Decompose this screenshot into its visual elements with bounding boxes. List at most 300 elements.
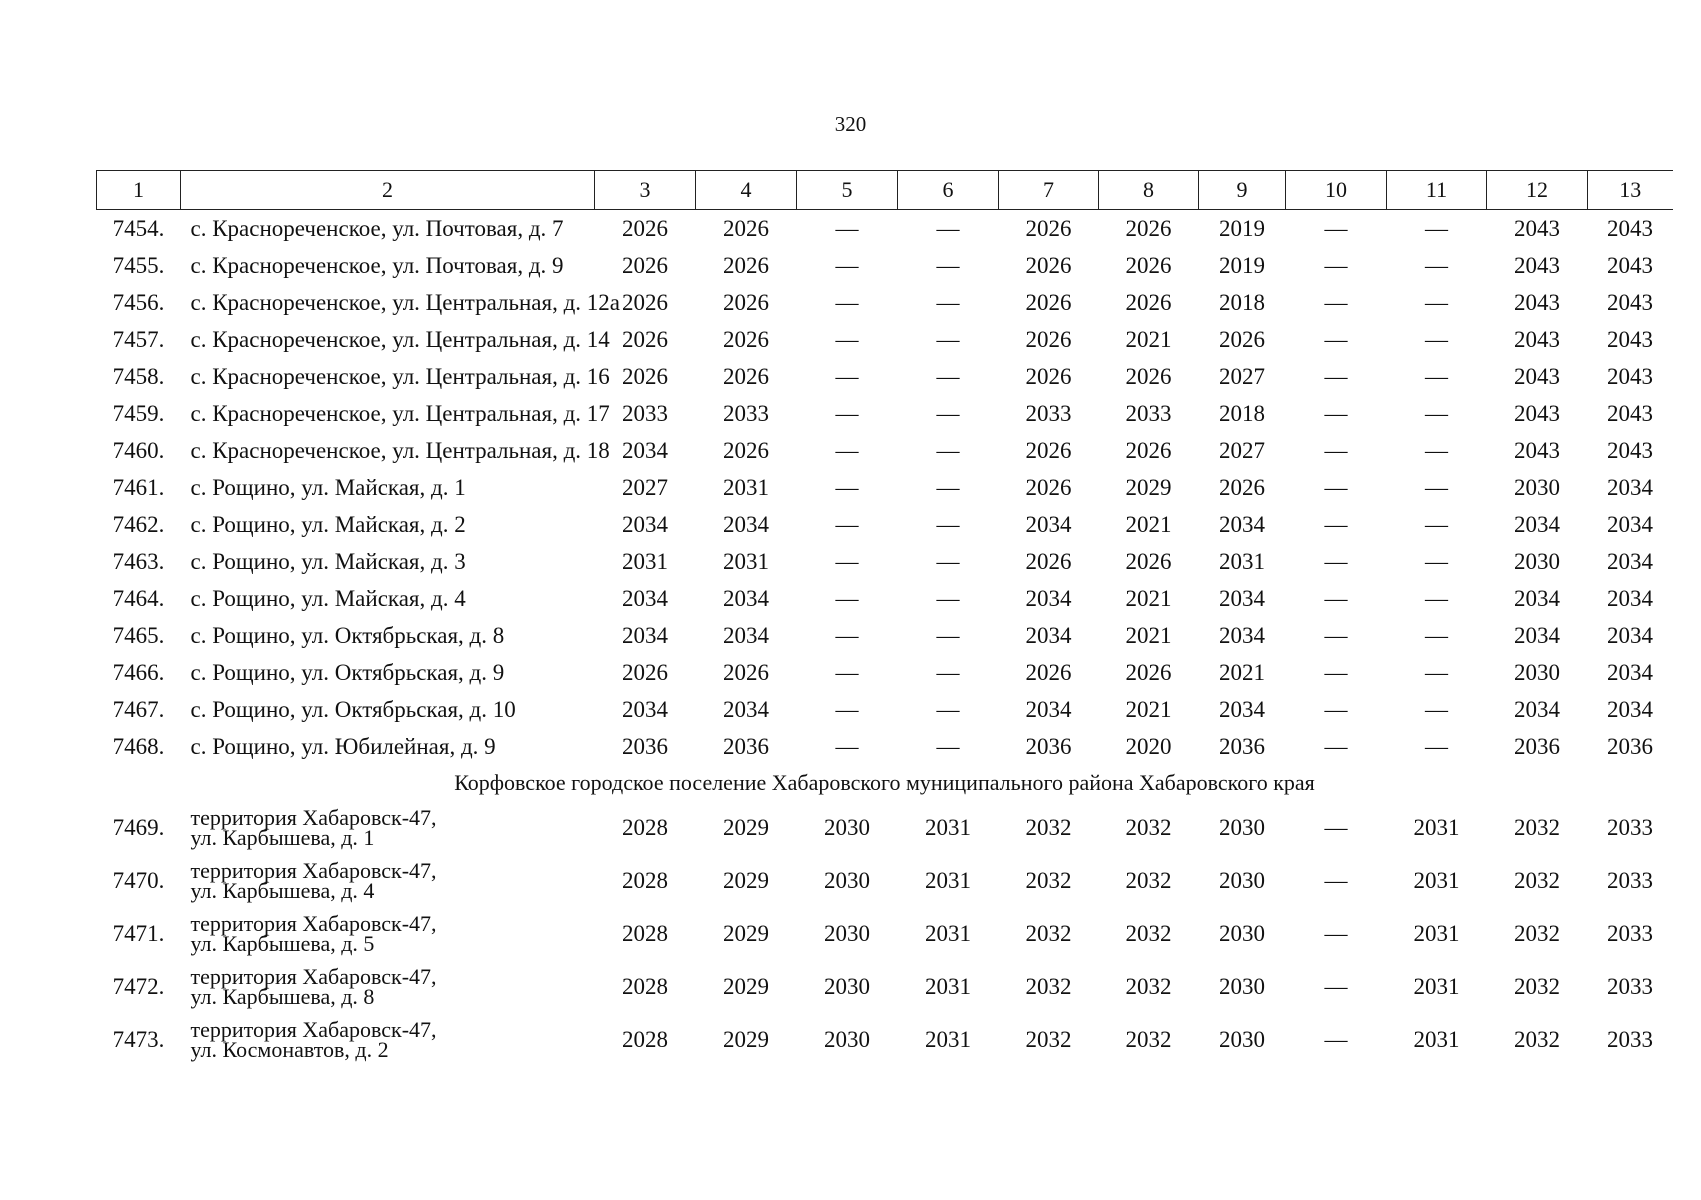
table-body-korfovskoe xyxy=(97,801,1673,1066)
value-cell: 2034 xyxy=(1219,585,1265,611)
value-cell: 2043 xyxy=(1607,252,1653,278)
row-number: 7455. xyxy=(112,252,165,278)
table-row xyxy=(97,654,1673,691)
value-cell: 2026 xyxy=(1025,289,1072,315)
column-header: 3 xyxy=(595,171,696,210)
table-row xyxy=(97,691,1673,728)
row-number: 7460. xyxy=(112,437,165,463)
value-cell: 2033 xyxy=(1607,920,1653,946)
value-cell: 2043 xyxy=(1514,289,1560,315)
column-header: 9 xyxy=(1199,171,1286,210)
value-cell: 2030 xyxy=(1514,474,1560,500)
value-cell: — xyxy=(835,659,859,685)
value-cell: 2029 xyxy=(723,814,769,840)
value-cell: — xyxy=(835,326,859,352)
value-cell: 2019 xyxy=(1219,215,1265,241)
value-cell: 2026 xyxy=(1025,326,1072,352)
value-cell: 2034 xyxy=(1219,696,1265,722)
value-cell: 2034 xyxy=(622,585,668,611)
value-cell: 2031 xyxy=(1413,973,1460,999)
value-cell: 2029 xyxy=(723,920,769,946)
value-cell: — xyxy=(1425,215,1448,241)
value-cell: 2036 xyxy=(723,733,769,759)
value-cell: 2026 xyxy=(1219,326,1265,352)
value-cell: 2034 xyxy=(622,511,668,537)
value-cell: — xyxy=(1324,363,1348,389)
value-cell: 2032 xyxy=(1514,1026,1560,1052)
value-cell: 2034 xyxy=(1025,511,1072,537)
value-cell: 2043 xyxy=(1514,437,1560,463)
value-cell: 2033 xyxy=(1125,400,1172,426)
row-number: 7469. xyxy=(112,814,165,840)
row-number: 7466. xyxy=(112,659,165,685)
section-title: Корфовское городское поселение Хабаровского муниципального района Хабаровского края xyxy=(454,770,1315,795)
address-line-2: ул. Космонавтов, д. 2 xyxy=(190,1036,389,1062)
value-cell: 2026 xyxy=(1125,659,1172,685)
value-cell: 2030 xyxy=(824,973,870,999)
value-cell: — xyxy=(1425,474,1448,500)
value-cell: 2018 xyxy=(1219,400,1265,426)
value-cell: 2032 xyxy=(1514,867,1560,893)
value-cell: 2027 xyxy=(1219,437,1265,463)
value-cell: 2026 xyxy=(723,326,769,352)
row-address: с. Рощино, ул. Майская, д. 4 xyxy=(190,585,466,611)
value-cell: — xyxy=(1425,289,1448,315)
value-cell: 2026 xyxy=(1125,289,1172,315)
value-cell: — xyxy=(1324,973,1348,999)
value-cell: 2034 xyxy=(1607,659,1653,685)
value-cell: 2026 xyxy=(1025,474,1072,500)
value-cell: 2034 xyxy=(723,696,769,722)
value-cell: — xyxy=(1324,289,1348,315)
value-cell: — xyxy=(835,289,859,315)
table-row xyxy=(97,321,1673,358)
value-cell: 2043 xyxy=(1607,363,1653,389)
value-cell: 2030 xyxy=(824,814,870,840)
row-number: 7473. xyxy=(112,1026,165,1052)
value-cell: 2034 xyxy=(622,622,668,648)
table-row xyxy=(97,854,1673,907)
page-number: 320 xyxy=(834,112,867,136)
value-cell: 2034 xyxy=(1219,511,1265,537)
value-cell: — xyxy=(936,400,960,426)
value-cell: — xyxy=(1324,474,1348,500)
value-cell: 2028 xyxy=(622,973,668,999)
value-cell: 2021 xyxy=(1125,511,1172,537)
value-cell: 2026 xyxy=(1125,363,1172,389)
address-line-2: ул. Карбышева, д. 4 xyxy=(190,877,375,903)
value-cell: 2034 xyxy=(723,511,769,537)
value-cell: 2030 xyxy=(1219,867,1265,893)
value-cell: 2026 xyxy=(1125,215,1172,241)
table-row xyxy=(97,210,1673,248)
value-cell: 2031 xyxy=(925,867,971,893)
value-cell: 2043 xyxy=(1514,363,1560,389)
value-cell: 2030 xyxy=(1219,920,1265,946)
value-cell: 2034 xyxy=(1607,474,1653,500)
value-cell: 2019 xyxy=(1219,252,1265,278)
row-address: с. Краснореченское, ул. Центральная, д. 17 xyxy=(190,400,610,426)
value-cell: 2030 xyxy=(1219,814,1265,840)
value-cell: — xyxy=(936,622,960,648)
row-number: 7457. xyxy=(112,326,165,352)
value-cell: 2031 xyxy=(723,474,769,500)
value-cell: 2034 xyxy=(723,585,769,611)
value-cell: — xyxy=(835,548,859,574)
value-cell: 2043 xyxy=(1607,437,1653,463)
row-number: 7472. xyxy=(112,973,165,999)
value-cell: — xyxy=(1324,437,1348,463)
value-cell: — xyxy=(1425,511,1448,537)
table-row xyxy=(97,432,1673,469)
value-cell: — xyxy=(835,733,859,759)
table-body-krasnorechenskoe-roshchino xyxy=(97,210,1673,766)
row-number: 7461. xyxy=(112,474,165,500)
value-cell: 2028 xyxy=(622,920,668,946)
value-cell: 2029 xyxy=(723,867,769,893)
value-cell: — xyxy=(1425,659,1448,685)
row-number: 7467. xyxy=(112,696,165,722)
row-address xyxy=(181,1013,595,1066)
value-cell: 2032 xyxy=(1025,814,1072,840)
value-cell: — xyxy=(1324,733,1348,759)
value-cell: — xyxy=(936,363,960,389)
value-cell: 2043 xyxy=(1607,215,1653,241)
row-number: 7458. xyxy=(112,363,165,389)
value-cell: 2032 xyxy=(1514,920,1560,946)
value-cell: 2036 xyxy=(1607,733,1653,759)
value-cell: — xyxy=(936,696,960,722)
value-cell: 2032 xyxy=(1125,1026,1172,1052)
value-cell: — xyxy=(1324,511,1348,537)
table-row xyxy=(97,284,1673,321)
value-cell: 2026 xyxy=(1025,363,1072,389)
row-address xyxy=(181,960,595,1013)
value-cell: 2032 xyxy=(1514,814,1560,840)
value-cell: 2029 xyxy=(1125,474,1172,500)
value-cell: 2043 xyxy=(1607,326,1653,352)
value-cell: 2034 xyxy=(1514,511,1560,537)
address-line-2: ул. Карбышева, д. 1 xyxy=(190,824,375,850)
value-cell: 2031 xyxy=(1413,814,1460,840)
value-cell: 2026 xyxy=(622,659,668,685)
value-cell: 2034 xyxy=(1607,548,1653,574)
value-cell: 2021 xyxy=(1125,326,1172,352)
value-cell: — xyxy=(936,659,960,685)
value-cell: 2030 xyxy=(824,920,870,946)
value-cell: 2030 xyxy=(824,1026,870,1052)
value-cell: 2026 xyxy=(1219,474,1265,500)
value-cell: 2034 xyxy=(1607,511,1653,537)
value-cell: 2018 xyxy=(1219,289,1265,315)
value-cell: 2034 xyxy=(1607,585,1653,611)
value-cell: 2034 xyxy=(1514,622,1560,648)
value-cell: 2026 xyxy=(1025,252,1072,278)
column-header: 1 xyxy=(97,171,181,210)
table-row xyxy=(97,543,1673,580)
value-cell: 2043 xyxy=(1607,400,1653,426)
value-cell: 2032 xyxy=(1025,973,1072,999)
table-row xyxy=(97,617,1673,654)
value-cell: 2032 xyxy=(1125,973,1172,999)
value-cell: 2043 xyxy=(1514,252,1560,278)
column-header: 5 xyxy=(797,171,898,210)
value-cell: — xyxy=(936,215,960,241)
value-cell: 2043 xyxy=(1514,326,1560,352)
value-cell: — xyxy=(835,437,859,463)
value-cell: — xyxy=(835,622,859,648)
row-number: 7468. xyxy=(112,733,165,759)
value-cell: 2043 xyxy=(1607,289,1653,315)
value-cell: 2034 xyxy=(1219,622,1265,648)
row-address xyxy=(181,854,595,907)
row-address: с. Рощино, ул. Октябрьская, д. 10 xyxy=(190,696,516,722)
table-row xyxy=(97,960,1673,1013)
row-address: с. Краснореченское, ул. Центральная, д. 12а xyxy=(190,289,621,315)
value-cell: — xyxy=(1324,659,1348,685)
value-cell: 2033 xyxy=(1607,1026,1653,1052)
row-address: с. Краснореченское, ул. Центральная, д. 14 xyxy=(190,326,610,352)
value-cell: 2027 xyxy=(1219,363,1265,389)
value-cell: 2028 xyxy=(622,814,668,840)
value-cell: — xyxy=(936,252,960,278)
value-cell: 2021 xyxy=(1219,659,1265,685)
value-cell: 2030 xyxy=(1514,548,1560,574)
value-cell: 2034 xyxy=(723,622,769,648)
value-cell: 2026 xyxy=(622,326,668,352)
value-cell: 2026 xyxy=(723,659,769,685)
table-row xyxy=(97,395,1673,432)
value-cell: 2026 xyxy=(723,252,769,278)
value-cell: 2034 xyxy=(1025,622,1072,648)
value-cell: — xyxy=(1425,437,1448,463)
value-cell: — xyxy=(1425,733,1448,759)
value-cell: — xyxy=(835,585,859,611)
value-cell: — xyxy=(1324,252,1348,278)
value-cell: 2026 xyxy=(1125,437,1172,463)
value-cell: — xyxy=(835,400,859,426)
section-heading-group xyxy=(97,765,1673,801)
value-cell: 2029 xyxy=(723,1026,769,1052)
value-cell: 2033 xyxy=(1607,867,1653,893)
value-cell: — xyxy=(936,474,960,500)
row-address: с. Краснореченское, ул. Центральная, д. 18 xyxy=(190,437,610,463)
header-row xyxy=(97,171,1673,210)
column-header: 4 xyxy=(696,171,797,210)
table-row xyxy=(97,907,1673,960)
value-cell: — xyxy=(835,252,859,278)
value-cell: — xyxy=(1324,548,1348,574)
row-number: 7470. xyxy=(112,867,165,893)
section-heading-row xyxy=(97,765,1673,801)
value-cell: — xyxy=(1324,920,1348,946)
value-cell: 2031 xyxy=(1219,548,1265,574)
value-cell: 2031 xyxy=(1413,920,1460,946)
value-cell: — xyxy=(1425,696,1448,722)
value-cell: 2020 xyxy=(1125,733,1172,759)
value-cell: 2026 xyxy=(723,289,769,315)
row-number: 7456. xyxy=(112,289,165,315)
row-address: с. Краснореченское, ул. Почтовая, д. 7 xyxy=(190,215,564,241)
value-cell: 2026 xyxy=(622,215,668,241)
column-header: 6 xyxy=(898,171,999,210)
value-cell: 2034 xyxy=(1025,585,1072,611)
value-cell: — xyxy=(1324,622,1348,648)
row-address: с. Рощино, ул. Майская, д. 3 xyxy=(190,548,466,574)
value-cell: 2026 xyxy=(1025,437,1072,463)
value-cell: 2028 xyxy=(622,867,668,893)
value-cell: 2026 xyxy=(622,289,668,315)
value-cell: — xyxy=(1324,400,1348,426)
value-cell: 2026 xyxy=(1125,548,1172,574)
value-cell: 2034 xyxy=(622,437,668,463)
column-header: 7 xyxy=(999,171,1099,210)
value-cell: 2026 xyxy=(1025,548,1072,574)
row-number: 7454. xyxy=(112,215,165,241)
value-cell: — xyxy=(1425,363,1448,389)
value-cell: 2026 xyxy=(723,363,769,389)
value-cell: — xyxy=(1425,585,1448,611)
value-cell: 2036 xyxy=(622,733,668,759)
schedule-table xyxy=(96,170,1673,1066)
value-cell: 2036 xyxy=(1025,733,1072,759)
column-header: 13 xyxy=(1588,171,1673,210)
value-cell: — xyxy=(936,511,960,537)
value-cell: 2034 xyxy=(1607,622,1653,648)
row-address: с. Рощино, ул. Октябрьская, д. 8 xyxy=(190,622,505,648)
value-cell: 2031 xyxy=(925,1026,971,1052)
value-cell: 2031 xyxy=(622,548,668,574)
value-cell: — xyxy=(1324,326,1348,352)
table-row xyxy=(97,580,1673,617)
row-number: 7463. xyxy=(112,548,165,574)
value-cell: — xyxy=(1324,585,1348,611)
table-row xyxy=(97,1013,1673,1066)
address-line-1: территория Хабаровск-47, xyxy=(190,963,437,989)
value-cell: 2032 xyxy=(1025,920,1072,946)
row-number: 7459. xyxy=(112,400,165,426)
row-address: с. Рощино, ул. Майская, д. 1 xyxy=(190,474,466,500)
value-cell: 2033 xyxy=(1607,973,1653,999)
value-cell: 2030 xyxy=(1514,659,1560,685)
value-cell: 2036 xyxy=(1219,733,1265,759)
value-cell: — xyxy=(1324,867,1348,893)
value-cell: 2033 xyxy=(1607,814,1653,840)
row-address: с. Краснореченское, ул. Почтовая, д. 9 xyxy=(190,252,564,278)
table-row xyxy=(97,728,1673,765)
value-cell: — xyxy=(835,696,859,722)
value-cell: 2021 xyxy=(1125,622,1172,648)
row-address: с. Рощино, ул. Октябрьская, д. 9 xyxy=(190,659,505,685)
value-cell: 2034 xyxy=(1514,585,1560,611)
value-cell: 2034 xyxy=(1514,696,1560,722)
value-cell: — xyxy=(835,215,859,241)
value-cell: 2031 xyxy=(1413,1026,1460,1052)
value-cell: — xyxy=(1324,1026,1348,1052)
value-cell: 2034 xyxy=(1025,696,1072,722)
value-cell: 2031 xyxy=(723,548,769,574)
value-cell: 2033 xyxy=(723,400,769,426)
value-cell: 2032 xyxy=(1125,867,1172,893)
value-cell: — xyxy=(1425,548,1448,574)
value-cell: 2026 xyxy=(1125,252,1172,278)
column-header: 2 xyxy=(181,171,595,210)
address-line-2: ул. Карбышева, д. 5 xyxy=(190,930,375,956)
value-cell: 2026 xyxy=(1025,215,1072,241)
row-address: с. Рощино, ул. Юбилейная, д. 9 xyxy=(190,733,496,759)
address-line-2: ул. Карбышева, д. 8 xyxy=(190,983,375,1009)
value-cell: — xyxy=(1425,400,1448,426)
value-cell: — xyxy=(1324,215,1348,241)
value-cell: 2026 xyxy=(622,363,668,389)
value-cell: 2026 xyxy=(723,215,769,241)
column-header: 10 xyxy=(1286,171,1387,210)
value-cell: 2034 xyxy=(622,696,668,722)
value-cell: 2021 xyxy=(1125,696,1172,722)
value-cell: 2032 xyxy=(1125,920,1172,946)
address-line-1: территория Хабаровск-47, xyxy=(190,1016,437,1042)
address-line-1: территория Хабаровск-47, xyxy=(190,804,437,830)
value-cell: — xyxy=(1425,326,1448,352)
value-cell: — xyxy=(1425,252,1448,278)
table-header xyxy=(97,171,1673,210)
row-number: 7465. xyxy=(112,622,165,648)
value-cell: — xyxy=(936,326,960,352)
table-row xyxy=(97,506,1673,543)
value-cell: 2031 xyxy=(925,814,971,840)
row-address: с. Краснореченское, ул. Центральная, д. 16 xyxy=(190,363,610,389)
value-cell: — xyxy=(1425,622,1448,648)
value-cell: 2043 xyxy=(1514,400,1560,426)
value-cell: 2033 xyxy=(1025,400,1072,426)
value-cell: 2043 xyxy=(1514,215,1560,241)
value-cell: 2029 xyxy=(723,973,769,999)
address-line-1: территория Хабаровск-47, xyxy=(190,910,437,936)
row-number: 7471. xyxy=(112,920,165,946)
value-cell: — xyxy=(936,437,960,463)
value-cell: 2036 xyxy=(1514,733,1560,759)
address-line-1: территория Хабаровск-47, xyxy=(190,857,437,883)
value-cell: — xyxy=(936,733,960,759)
value-cell: 2031 xyxy=(925,920,971,946)
value-cell: — xyxy=(1324,814,1348,840)
value-cell: 2026 xyxy=(1025,659,1072,685)
value-cell: 2032 xyxy=(1025,1026,1072,1052)
value-cell: 2034 xyxy=(1607,696,1653,722)
table-row xyxy=(97,358,1673,395)
value-cell: — xyxy=(1324,696,1348,722)
value-cell: — xyxy=(835,474,859,500)
value-cell: 2032 xyxy=(1125,814,1172,840)
value-cell: — xyxy=(835,511,859,537)
value-cell: 2030 xyxy=(1219,1026,1265,1052)
value-cell: — xyxy=(835,363,859,389)
value-cell: — xyxy=(936,585,960,611)
value-cell: 2030 xyxy=(1219,973,1265,999)
row-number: 7464. xyxy=(112,585,165,611)
value-cell: 2027 xyxy=(622,474,668,500)
value-cell: 2026 xyxy=(723,437,769,463)
value-cell: 2030 xyxy=(824,867,870,893)
table-row xyxy=(97,801,1673,854)
column-header: 11 xyxy=(1387,171,1487,210)
value-cell: 2032 xyxy=(1025,867,1072,893)
table-row xyxy=(97,469,1673,506)
value-cell: 2033 xyxy=(622,400,668,426)
value-cell: 2032 xyxy=(1514,973,1560,999)
row-address xyxy=(181,907,595,960)
value-cell: 2021 xyxy=(1125,585,1172,611)
